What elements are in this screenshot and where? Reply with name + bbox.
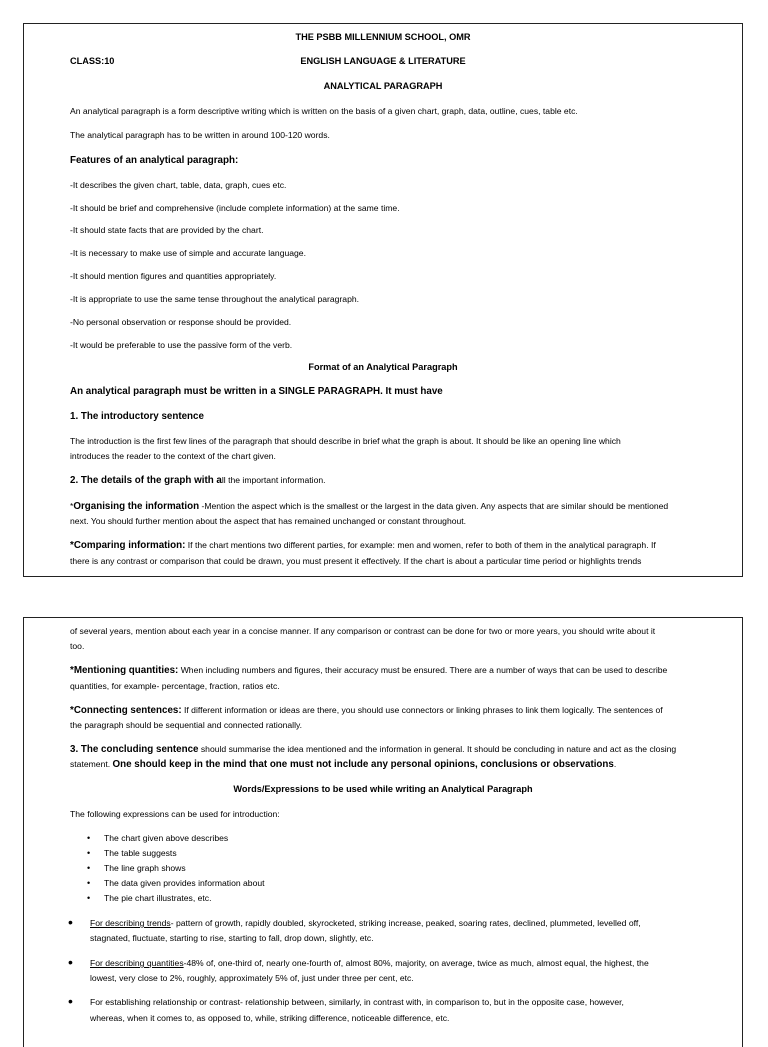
- quantities-expressions-text-line: lowest, very close to 2%, roughly, approximately 5% of, just under three per cent, etc.: [90, 973, 414, 983]
- topic-title: ANALYTICAL PARAGRAPH: [323, 81, 443, 91]
- intro-expression-item: The pie chart illustrates, etc.: [104, 893, 212, 903]
- intro-expression-item: The line graph shows: [104, 863, 186, 873]
- bullet-icon: •: [87, 833, 91, 843]
- quantities-expressions-line: [90, 956, 734, 971]
- point1-text-line: The introduction is the first few lines of the paragraph that should describe in brief what the graph is about. It should be like an opening line which: [70, 436, 621, 446]
- feature-item: -No personal observation or response should be provided.: [70, 317, 292, 327]
- trends-text-line: stagnated, fluctuate, starting to rise, starting to fall, drop down, slightly, etc.: [90, 933, 374, 943]
- feature-item: -It would be preferable to use the passive form of the verb.: [70, 340, 293, 350]
- trends-label: For describing trends: [90, 918, 171, 928]
- point1-heading: 1. The introductory sentence: [70, 411, 204, 422]
- bullet-icon: •: [87, 848, 91, 858]
- quantities-line: [70, 663, 734, 678]
- feature-item: -It should be brief and comprehensive (include complete information) at the same time.: [70, 203, 400, 213]
- organising-label: Organising the information: [73, 501, 200, 512]
- relationship-line: For establishing relationship or contrast- relationship between, similarly, in contrast with, in comparison to, but in the opposite case, however,: [90, 997, 624, 1007]
- organising-text: -Mention the aspect which is the smallest or the largest in the data given. Any aspects that are similar should be mentioned: [199, 501, 669, 511]
- document-page-1: [23, 23, 743, 577]
- format-intro: An analytical paragraph must be written in a SINGLE PARAGRAPH. It must have: [70, 386, 443, 397]
- bullet-icon: •: [68, 914, 73, 930]
- connecting-label: *Connecting sentences:: [70, 705, 182, 716]
- format-heading: Format of an Analytical Paragraph: [308, 362, 458, 372]
- comparing-line: [70, 538, 734, 553]
- relationship-text-line: whereas, when it comes to, as opposed to, while, striking difference, noticeable difference, etc.: [90, 1013, 450, 1023]
- quantities-expressions-text: -48% of, one-third of, nearly one-fourth of, almost 80%, majority, on average, twice as much, almost equal, the highest, the: [183, 958, 649, 968]
- concluding-text: should summarise the idea mentioned and the information in general. It should be concluding in nature and act as the closing: [198, 744, 677, 754]
- organising-line: [70, 499, 734, 514]
- organising-star: *: [70, 501, 74, 511]
- intro-paragraph-2: The analytical paragraph has to be written in around 100-120 words.: [70, 130, 330, 140]
- point2-heading-bold: 2. The details of the graph with a: [70, 475, 222, 486]
- comparing-text: If the chart mentions two different parties, for example: men and women, refer to both of them in the analytical paragraph. If: [185, 540, 656, 550]
- bullet-icon: •: [87, 893, 91, 903]
- continuation-line: of several years, mention about each year in a concise manner. If any comparison or contrast can be done for two or more years, you should write about it: [70, 626, 656, 636]
- school-name: THE PSBB MILLENNIUM SCHOOL, OMR: [295, 32, 471, 42]
- features-heading: Features of an analytical paragraph:: [70, 155, 239, 166]
- connecting-line: [70, 703, 734, 718]
- intro-expression-item: The table suggests: [104, 848, 177, 858]
- bullet-icon: •: [68, 993, 73, 1009]
- quantities-expressions-label: For describing quantities: [90, 958, 184, 968]
- feature-item: -It is appropriate to use the same tense throughout the analytical paragraph.: [70, 294, 360, 304]
- concluding-text-line-2: [70, 757, 734, 772]
- words-heading: Words/Expressions to be used while writing an Analytical Paragraph: [233, 784, 533, 794]
- concluding-period: .: [613, 759, 617, 769]
- connecting-text-line: the paragraph should be sequential and connected rationally.: [70, 720, 303, 730]
- feature-item: -It should state facts that are provided by the chart.: [70, 225, 264, 235]
- bullet-icon: •: [68, 954, 73, 970]
- comparing-text-line: there is any contrast or comparison that could be drawn, you must present it effectively. If the chart is about a particular time period or highlights trends: [70, 556, 642, 566]
- intro-expression-item: The data given provides information about: [104, 878, 265, 888]
- point2-heading: [70, 473, 734, 488]
- quantities-label: *Mentioning quantities:: [70, 665, 179, 676]
- intro-expressions-label: The following expressions can be used for introduction:: [70, 809, 280, 819]
- comparing-label: *Comparing information:: [70, 540, 186, 551]
- quantities-text: When including numbers and figures, their accuracy must be ensured. There are a number of ways that can be used to describe: [178, 665, 668, 675]
- continuation-line: too.: [70, 641, 85, 651]
- concluding-emphasis: One should keep in the mind that one must not include any personal opinions, conclusions or observations: [112, 759, 614, 770]
- feature-item: -It describes the given chart, table, data, graph, cues etc.: [70, 180, 287, 190]
- intro-paragraph-1: An analytical paragraph is a form descriptive writing which is written on the basis of a given chart, graph, data, outline, cues, table etc.: [70, 106, 578, 116]
- quantities-text-line: quantities, for example- percentage, fraction, ratios etc.: [70, 681, 280, 691]
- feature-item: -It should mention figures and quantities appropriately.: [70, 271, 277, 281]
- trends-text: - pattern of growth, rapidly doubled, skyrocketed, striking increase, peaked, soaring rates, declined, plummeted, levelled off,: [170, 918, 641, 928]
- trends-line: [90, 916, 734, 931]
- class-label: CLASS:10: [70, 56, 115, 66]
- intro-expression-item: The chart given above describes: [104, 833, 229, 843]
- document-page-2: [23, 617, 743, 1047]
- organising-text-line: next. You should further mention about the aspect that has remained unchanged or constant throughout.: [70, 516, 467, 526]
- point1-text-line: introduces the reader to the context of the chart given.: [70, 451, 276, 461]
- bullet-icon: •: [87, 878, 91, 888]
- connecting-text: If different information or ideas are there, you should use connectors or linking phrases to link them logically. The sentences of: [181, 705, 663, 715]
- feature-item: -It is necessary to make use of simple and accurate language.: [70, 248, 306, 258]
- concluding-line: [70, 742, 734, 757]
- subject-label: ENGLISH LANGUAGE & LITERATURE: [300, 56, 466, 66]
- point2-heading-rest: ll the important information.: [221, 475, 326, 485]
- bullet-icon: •: [87, 863, 91, 873]
- concluding-text-part: statement.: [70, 759, 113, 769]
- concluding-label: 3. The concluding sentence: [70, 744, 199, 755]
